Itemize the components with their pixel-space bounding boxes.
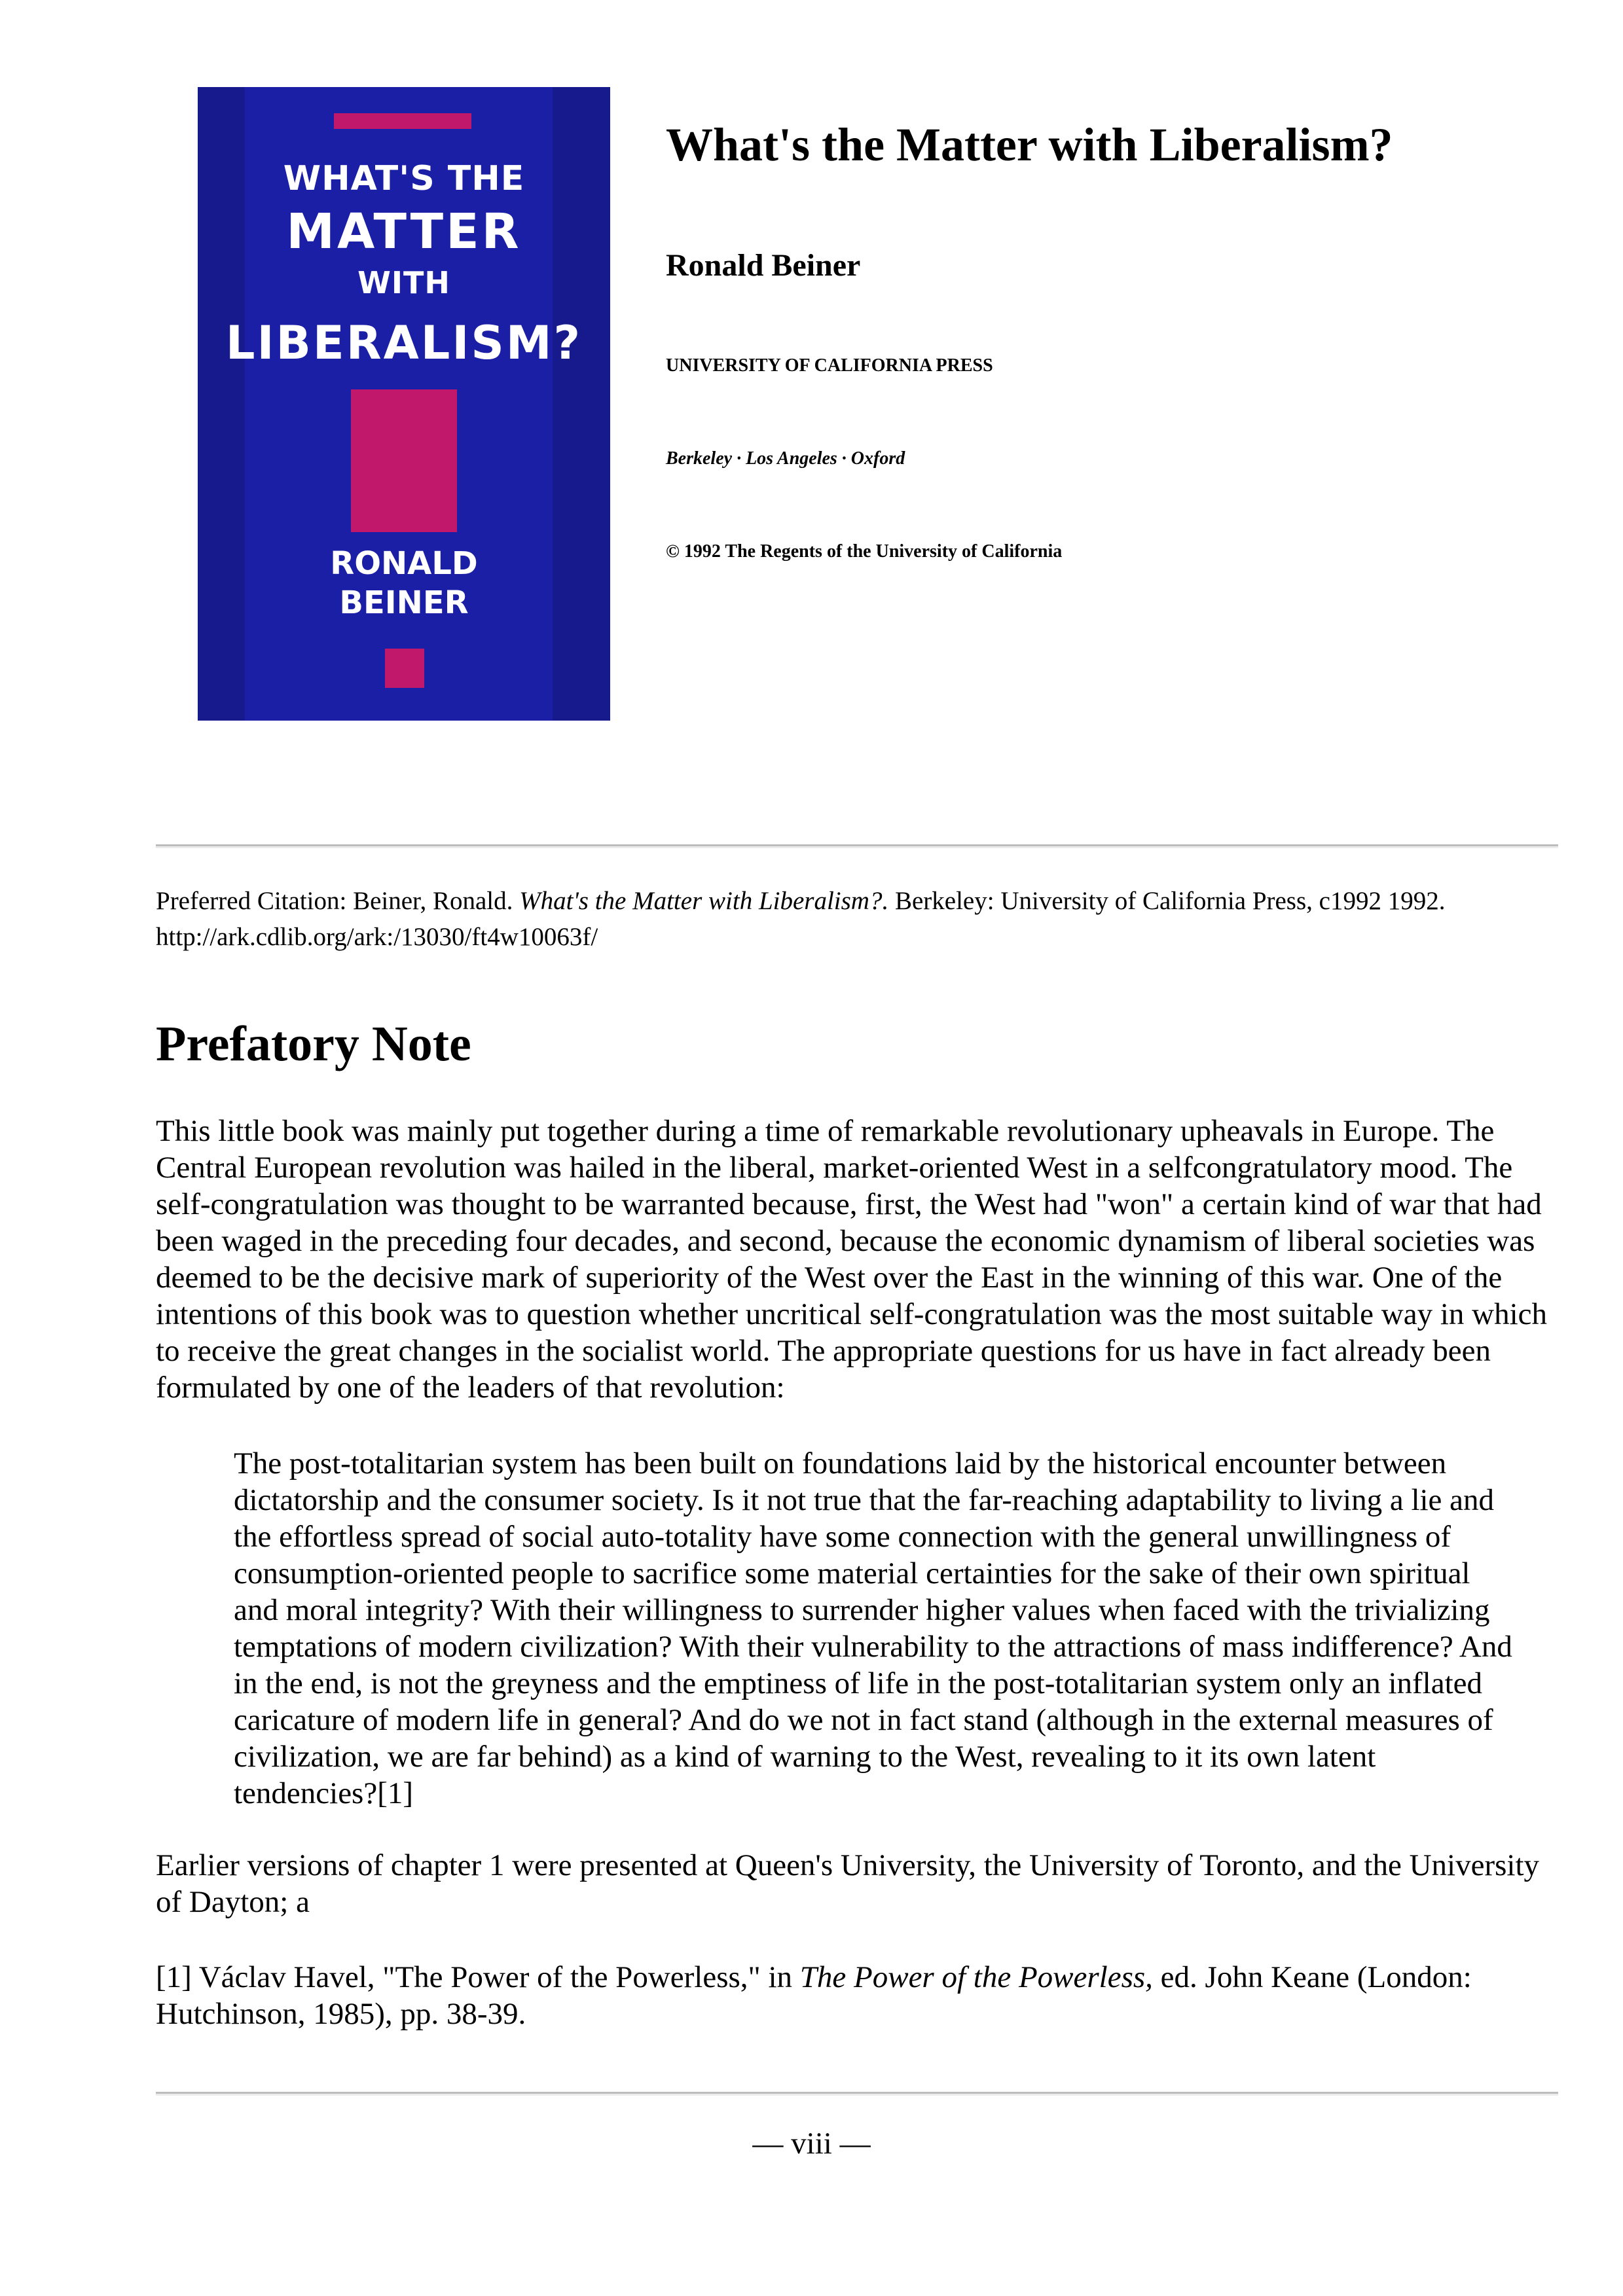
- publisher-places: Berkeley · Los Angeles · Oxford: [666, 448, 905, 469]
- cover-title-line-3: WITH: [357, 265, 450, 300]
- citation-title: What's the Matter with Liberalism?.: [519, 887, 889, 915]
- cover-title-line-1: WHAT'S THE: [283, 159, 525, 198]
- cover-author-line-2: BEINER: [339, 584, 469, 621]
- section-heading: Prefatory Note: [156, 1016, 471, 1071]
- block-quote: The post-totalitarian system has been built on foundations laid by the historical encounter between dictatorship and the consumer society. Is it not true that the far-reaching adaptability to living a lie and the effortless spread of social auto-totality have some connection with the general unwillingness of consumption-oriented people to sacrifice some material certainties for the sake of their own spiritual and moral integrity? With their willingness to surrender higher values when faced with the trivializing temptations of modern civilization? With their vulnerability to the attractions of mass indifference? And in the end, is not the greyness and the emptiness of life in the post-totalitarian system only an inflated caricature of modern life in general? And do we not in fact stand (although in the external measures of civilization, we are far behind) as a kind of warning to the West, revealing to it its own latent tendencies?[1]: [234, 1446, 1512, 1810]
- cover-center-rectangle: [351, 389, 457, 532]
- copyright-notice: © 1992 The Regents of the University of California: [666, 541, 1063, 562]
- cover-top-bar: [334, 113, 471, 129]
- publisher: UNIVERSITY OF CALIFORNIA PRESS: [666, 355, 993, 376]
- book-author: Ronald Beiner: [666, 248, 861, 283]
- book-cover-image: [198, 87, 610, 721]
- page-number: — viii —: [752, 2126, 871, 2161]
- cover-bottom-square: [385, 649, 424, 688]
- horizontal-divider-top: [156, 844, 1558, 848]
- citation-prefix: Preferred Citation: Beiner, Ronald.: [156, 887, 513, 915]
- footnote-suffix: ed. John Keane (London: Hutchinson, 1985), pp. 38-39.: [156, 1960, 1472, 2031]
- footnote-title: The Power of the Powerless,: [799, 1960, 1153, 1994]
- horizontal-divider-bottom: [156, 2092, 1558, 2096]
- footnote-prefix: [1] Václav Havel, "The Power of the Powerless," in: [156, 1960, 793, 1994]
- footnote: [156, 1959, 1563, 2032]
- cover-author-line-1: RONALD: [330, 545, 478, 582]
- citation-suffix: Berkeley: University of California Press, c1992 1992. http://ark.cdlib.org/ark:/13030/ft4w10063f/: [156, 887, 1446, 951]
- preferred-citation: [156, 883, 1563, 955]
- body-paragraph-2: Earlier versions of chapter 1 were presented at Queen's University, the University of Toronto, and the University of Dayton; a: [156, 1848, 1540, 1919]
- book-title: What's the Matter with Liberalism?: [666, 118, 1393, 171]
- cover-title-line-2: MATTER: [286, 204, 522, 260]
- body-paragraph-1: This little book was mainly put together during a time of remarkable revolutionary upheavals in Europe. The Central European revolution was hailed in the liberal, market-oriented West in a selfcongratulatory mood. The self-congratulation was thought to be warranted because, first, the West had "won" a certain kind of war that had been waged in the preceding four decades, and second, because the economic dynamism of liberal societies was deemed to be the decisive mark of superiority of the West over the East in the winning of this war. One of the intentions of this book was to question whether uncritical self-congratulation was the most suitable way in which to receive the great changes in the socialist world. The appropriate questions for us have in fact already been formulated by one of the leaders of that revolution:: [156, 1114, 1548, 1405]
- cover-title-line-4: LIBERALISM?: [225, 316, 583, 370]
